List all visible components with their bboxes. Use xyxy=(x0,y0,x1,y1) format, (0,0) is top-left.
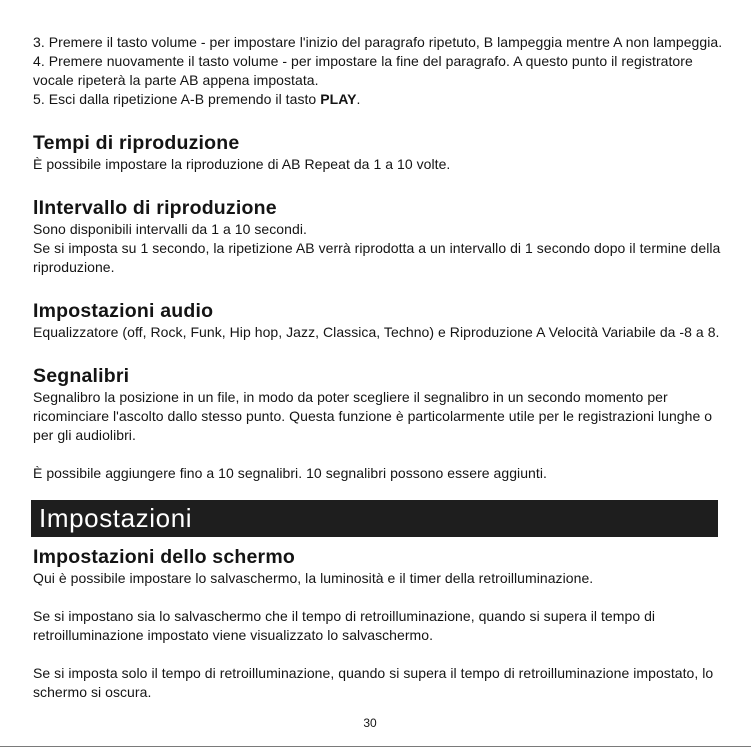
play-key-label: PLAY xyxy=(320,91,357,107)
schermo-text-1: Qui è possibile impostare lo salvaschermo, la luminosità e il timer della retroilluminazione. xyxy=(33,570,594,586)
section-impostazioni-audio xyxy=(33,300,723,342)
schermo-heading: Impostazioni dello schermo xyxy=(33,546,295,568)
step-5-prefix: 5. Esci dalla ripetizione A-B premendo il tasto xyxy=(33,91,321,107)
step-4-text: 4. Premere nuovamente il tasto volume - per impostare la fine del paragrafo. A questo punto il registratore vocale ripeterà la parte AB appena impostata. xyxy=(33,53,693,88)
audio-heading: Impostazioni audio xyxy=(33,300,214,322)
tempi-text: È possibile impostare la riproduzione di AB Repeat da 1 a 10 volte. xyxy=(33,156,451,172)
page-number: 30 xyxy=(363,716,377,730)
section-segnalibri xyxy=(33,365,723,483)
section-tempi-di-riproduzione xyxy=(33,132,723,174)
step-3-text: 3. Premere il tasto volume - per impostare l'inizio del paragrafo ripetuto, B lampeggia mentre A non lampeggia. xyxy=(33,34,723,50)
intervallo-line-1: Sono disponibili intervalli da 1 a 10 secondi. xyxy=(33,221,307,237)
step-5-text xyxy=(33,90,723,109)
intervallo-line-2: Se si imposta su 1 secondo, la ripetizione AB verrà riprodotta a un intervallo di 1 secondo dopo il termine della riproduzione. xyxy=(33,240,721,275)
segnalibri-text-1: Segnalibro la posizione in un file, in modo da poter scegliere il segnalibro in un secondo momento per ricominciare l'ascolto dallo stesso punto. Questa funzione è particolarmente utile per le registrazioni lunghe o per gli audiolibri. xyxy=(33,389,713,443)
section-intervallo-di-riproduzione xyxy=(33,197,723,277)
section-impostazioni-dello-schermo xyxy=(33,546,723,702)
footer-divider xyxy=(0,746,751,747)
segnalibri-heading: Segnalibri xyxy=(33,365,130,387)
audio-text: Equalizzatore (off, Rock, Funk, Hip hop, Jazz, Classica, Techno) e Riproduzione A Velocità Variabile da -8 a 8. xyxy=(33,324,720,340)
intervallo-heading: lIntervallo di riproduzione xyxy=(33,197,277,219)
tempi-heading: Tempi di riproduzione xyxy=(33,132,240,154)
impostazioni-section-band: Impostazioni xyxy=(31,500,718,537)
schermo-text-3: Se si imposta solo il tempo di retroilluminazione, quando si supera il tempo di retroilluminazione impostato, lo schermo si oscura. xyxy=(33,665,714,700)
segnalibri-text-2: È possibile aggiungere fino a 10 segnalibri. 10 segnalibri possono essere aggiunti. xyxy=(33,465,547,481)
page-content xyxy=(33,33,723,702)
schermo-text-2: Se si impostano sia lo salvaschermo che il tempo di retroilluminazione, quando si supera il tempo di retroilluminazione impostato viene visualizzato lo salvaschermo. xyxy=(33,608,656,643)
step-5-suffix: . xyxy=(356,91,361,107)
